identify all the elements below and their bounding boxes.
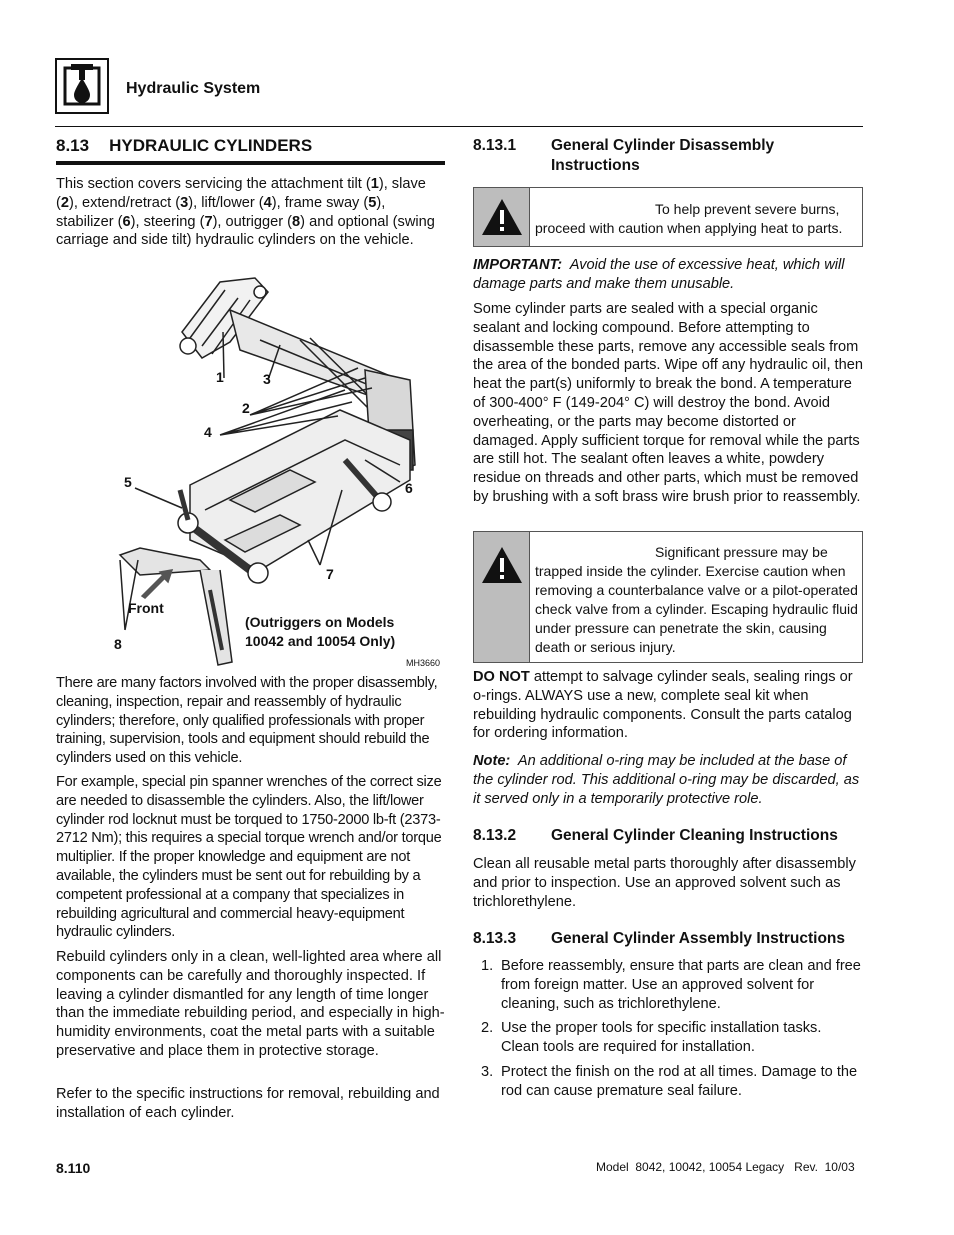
warning-sidebar bbox=[474, 188, 530, 246]
qualified-professionals-paragraph: There are many factors involved with the proper disassembly, cleaning, inspection, repair and reassembly of hydraulic cylinders; therefore, only qualified professionals with proper training, supervision, tools and equipment should rebuild the cylinders used on this vehicle. bbox=[56, 675, 438, 767]
warning-triangle-icon bbox=[480, 545, 524, 585]
do-not-paragraph: DO NOT attempt to salvage cylinder seals, sealing rings or o-rings. ALWAYS use a new, complete seal kit when rebuilding hydraulic components. Consult the parts catalog for ordering information. bbox=[473, 669, 853, 742]
burn-warning-text: To help prevent severe burns, proceed with caution when applying heat to parts. bbox=[535, 201, 843, 236]
list-item: 3. Protect the finish on the rod at all times. Damage to the rod can cause premature seal failure. bbox=[481, 1063, 858, 1099]
callout-5: 5 bbox=[124, 474, 132, 490]
subsection-number: 8.13.1 bbox=[473, 137, 517, 154]
list-item: 1. Before reassembly, ensure that parts are clean and free from foreign matter. Use an approved solvent for cleaning, such as trichlorethylene. bbox=[481, 958, 861, 1012]
hydraulic-system-logo bbox=[55, 58, 109, 114]
assembly-steps-list bbox=[473, 957, 863, 1101]
callout-3: 3 bbox=[263, 371, 271, 387]
warning-sidebar bbox=[474, 532, 530, 662]
section-title: HYDRAULIC CYLINDERS bbox=[109, 136, 313, 155]
callout-8: 8 bbox=[114, 636, 122, 652]
header-rule bbox=[55, 126, 863, 127]
page-number: 8.110 bbox=[56, 1160, 91, 1176]
model-revision: Model 8042, 10042, 10054 Legacy Rev. 10/03 bbox=[596, 1160, 855, 1174]
special-tools-paragraph: For example, special pin spanner wrenches of the correct size are needed to disassemble the cylinders. Also, the lift/lower cylinder rod locknut must be torqued to 1750-2000 lb-ft (2373-2712 Nm); this requires a special torque wrench and/or torque multiplier. If the proper knowledge and equipment are not available, the cylinders must be sent out for rebuilding by a competent professional at a company that specializes in rebuilding agricultural and commercial heavy-equipment hydraulic cylinders. bbox=[56, 774, 442, 941]
refer-instructions-paragraph: Refer to the specific instructions for removal, rebuilding and installation of each cylinder. bbox=[56, 1086, 440, 1121]
pressure-warning-box bbox=[473, 531, 863, 663]
callout-1: 1 bbox=[216, 369, 224, 385]
subsection-8-13-2-heading bbox=[473, 826, 863, 846]
subsection-8-13-3-heading bbox=[473, 929, 863, 949]
subsection-title: General Cylinder Cleaning Instructions bbox=[551, 827, 838, 844]
cylinder-location-figure bbox=[110, 270, 445, 670]
callout-2: 2 bbox=[242, 400, 250, 416]
figure-id: MH3660 bbox=[406, 658, 441, 668]
callout-7: 7 bbox=[326, 566, 334, 582]
pressure-warning-text: Significant pressure may be trapped inside the cylinder. Exercise caution when removing a counterbalance valve or a pilot-operated check valve from a cylinder. Escaping hydraulic fluid under pressure can penetrate the skin, causing death or serious injury. bbox=[535, 544, 858, 655]
section-heading bbox=[56, 136, 312, 156]
subsection-title: General Cylinder Disassembly Instructions bbox=[551, 137, 775, 174]
section-number: 8.13 bbox=[56, 136, 90, 155]
subsection-8-13-1-heading bbox=[473, 136, 863, 176]
subsection-number: 8.13.2 bbox=[473, 827, 517, 844]
cleaning-paragraph: Clean all reusable metal parts thoroughly after disassembly and prior to inspection. Use an approved solvent such as trichlorethylene. bbox=[473, 856, 856, 910]
intro-paragraph: This section covers servicing the attachment tilt (1), slave (2), extend/retract (3), lift/lower (4), frame sway (5), stabilizer (6), steering (7), outrigger (8) and optional (swing carriage and side tilt) hydraulic cylinders on the vehicle. bbox=[56, 176, 435, 249]
outrigger-note-line1: (Outriggers on Models bbox=[245, 614, 395, 630]
section-rule bbox=[56, 161, 445, 165]
note-paragraph: Note: An additional o-ring may be included at the base of the cylinder rod. This additional o-ring may be discarded, as it served only in a temporarily protective role. bbox=[473, 753, 860, 807]
subsection-title: General Cylinder Assembly Instructions bbox=[551, 930, 846, 947]
burn-warning-box bbox=[473, 187, 863, 247]
list-item: 2. Use the proper tools for specific installation tasks. Clean tools are required for installation. bbox=[481, 1020, 822, 1056]
clean-area-paragraph: Rebuild cylinders only in a clean, well-lighted area where all components can be carefully and thoroughly inspected. If leaving a cylinder dismantled for any length of time longer than the immediate rebuilding period, and especially in high-humidity environments, coat the metal parts with a suitable preservative and place them in protective storage. bbox=[56, 949, 445, 1059]
outrigger-note-line2: 10042 and 10054 Only) bbox=[245, 633, 396, 649]
warning-triangle-icon bbox=[480, 197, 524, 237]
hydraulic-logo-icon bbox=[57, 60, 107, 112]
subsection-number: 8.13.3 bbox=[473, 930, 517, 947]
callout-4: 4 bbox=[204, 424, 212, 440]
callout-6: 6 bbox=[405, 480, 413, 496]
sealant-paragraph: Some cylinder parts are sealed with a special organic sealant and locking compound. Before attempting to disassemble these parts, remove any accessible seals from the area of the bonded parts. Wipe off any hydraulic oil, then heat the part(s) uniformly to break the bond. A temperature of 300-400° F (149-204° C) will destroy the bond. Avoid overheating, or the parts may become distorted or damaged. Apply sufficient torque for removal while the parts are still hot. The sealant often leaves a white, powdery residue on threads and other parts, which must be removed by brushing with a soft brass wire brush prior to reassembly. bbox=[473, 301, 863, 505]
front-label: Front bbox=[128, 600, 164, 616]
important-note: IMPORTANT: Avoid the use of excessive heat, which will damage parts and make them unusable. bbox=[473, 257, 845, 292]
header-title: Hydraulic System bbox=[126, 80, 261, 97]
